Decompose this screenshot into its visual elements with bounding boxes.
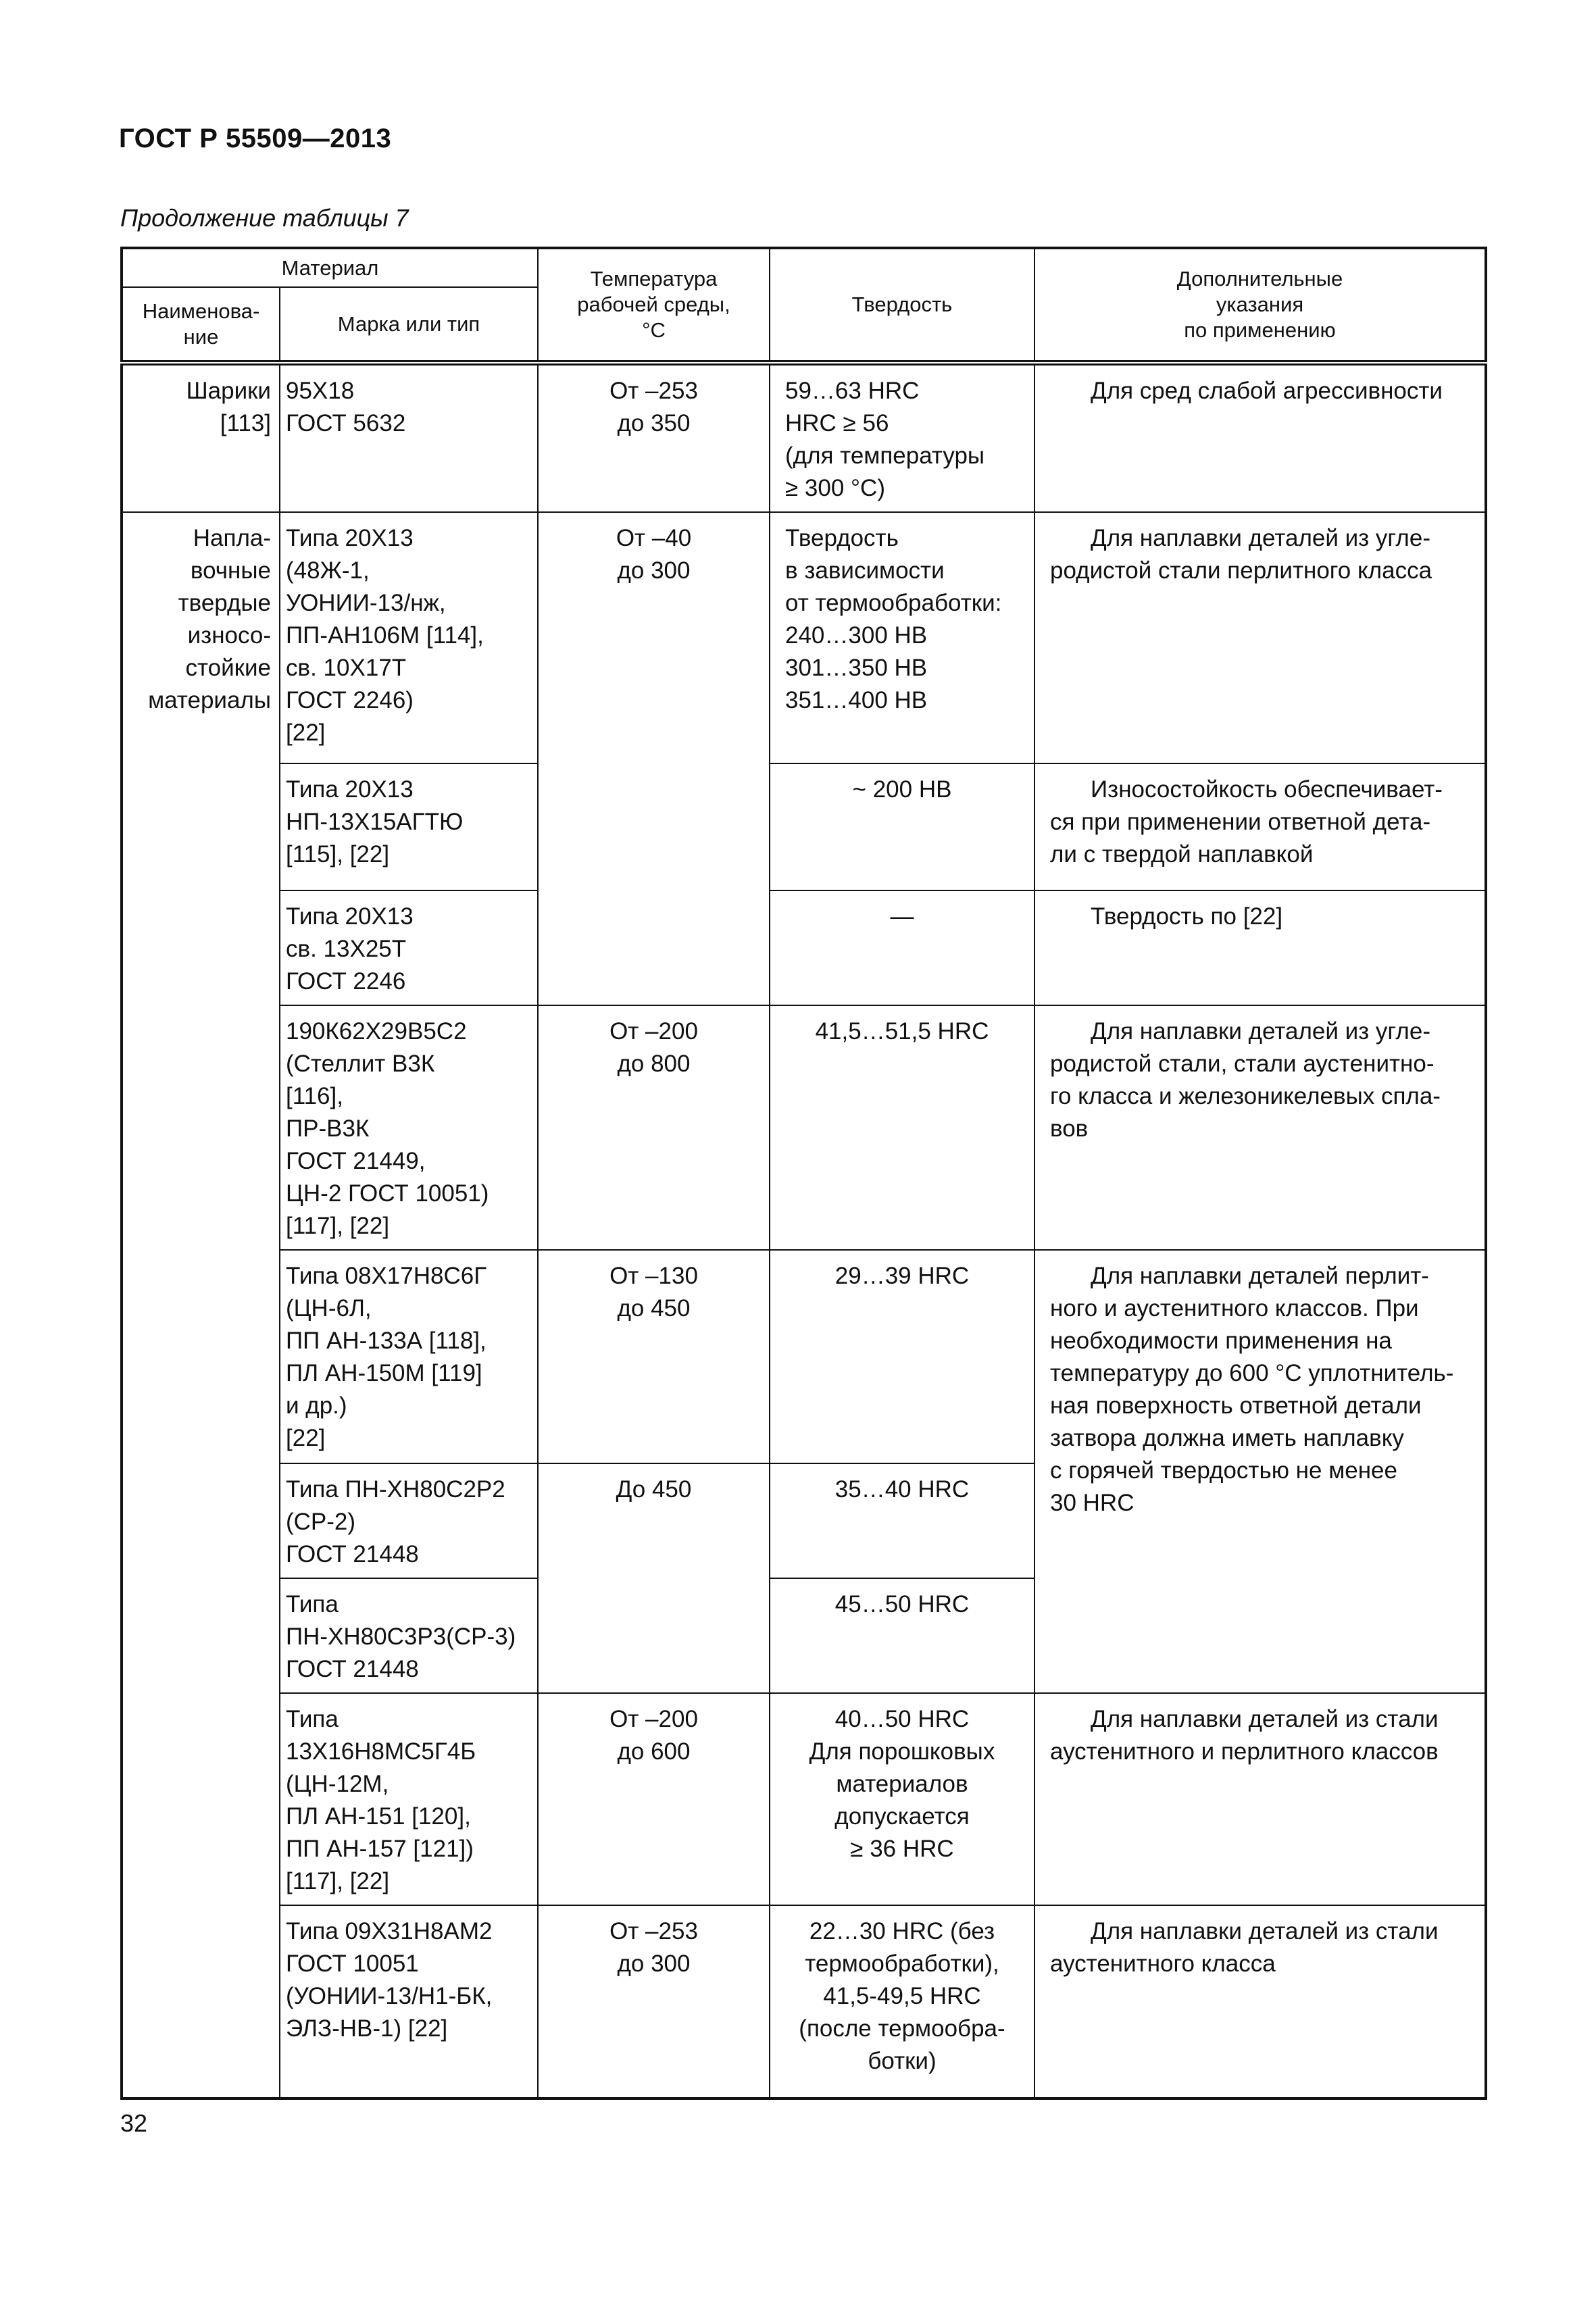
table-row [122,1250,1486,1463]
cell-note: Для наплавки деталей перлит- ного и аустенитного классов. При необходимости применения на температуру до 600 °С уплотнитель- ная поверхность ответной детали затвора должна иметь наплавку с горячей твердостью не менее 30 HRC [1034,1250,1486,1693]
table-row [122,512,1486,763]
cell-grade: Типа 20Х13 НП-13Х15АГТЮ [115], [22] [280,763,538,890]
cell-hardness: 45…50 HRC [770,1578,1034,1693]
cell-temperature: От –40 до 300 [538,512,770,1005]
cell-note: Для сред слабой агрессивности [1034,363,1486,512]
cell-grade: Типа 13Х16Н8МС5Г4Б (ЦН-12М, ПЛ АН-151 [120], ПП АН-157 [121]) [117], [22] [280,1693,538,1905]
cell-hardness: 35…40 HRC [770,1463,1034,1578]
table-caption: Продолжение таблицы 7 [120,204,409,232]
cell-grade: Типа 09Х31Н8АМ2 ГОСТ 10051 (УОНИИ-13/Н1-БК, ЭЛЗ-НВ-1) [22] [280,1905,538,2098]
cell-hardness: — [770,890,1034,1005]
cell-grade: Типа 20Х13 св. 13Х25Т ГОСТ 2246 [280,890,538,1005]
cell-name: Шарики [113] [122,363,280,512]
table-row [122,1905,1486,2098]
page-number: 32 [120,2109,148,2137]
cell-grade: 190К62Х29В5С2 (Стеллит В3К [116], ПР-В3К ГОСТ 21449, ЦН-2 ГОСТ 10051) [117], [22] [280,1005,538,1250]
cell-name: Напла- вочные твердые износо- стойкие материалы [122,512,280,2098]
cell-hardness: Твердость в зависимости от термообработки: 240…300 НВ 301…350 НВ 351…400 НВ [770,512,1034,763]
header-temperature: Температура рабочей среды, °С [538,248,770,363]
cell-hardness: 29…39 HRC [770,1250,1034,1463]
cell-hardness: ~ 200 НВ [770,763,1034,890]
cell-grade: Типа 20Х13 (48Ж-1, УОНИИ-13/нж, ПП-АН106М [114], св. 10Х17Т ГОСТ 2246) [22] [280,512,538,763]
table-row [122,763,1486,890]
cell-note: Для наплавки деталей из стали аустенитного класса [1034,1905,1486,2098]
cell-hardness: 22…30 HRC (без термообработки), 41,5-49,5 HRC (после термообра- ботки) [770,1905,1034,2098]
cell-note: Износостойкость обеспечивает- ся при применении ответной дета- ли с твердой наплавкой [1034,763,1486,890]
header-hardness: Твердость [770,248,1034,363]
cell-temperature: От –253 до 350 [538,363,770,512]
header-name: Наименова- ние [122,287,280,363]
table-row [122,363,1486,512]
cell-hardness: 59…63 HRC HRC ≥ 56 (для температуры ≥ 300 °С) [770,363,1034,512]
cell-hardness: 41,5…51,5 HRC [770,1005,1034,1250]
table-row [122,890,1486,1005]
materials-table [120,247,1487,2100]
cell-note: Для наплавки деталей из стали аустенитного и перлитного классов [1034,1693,1486,1905]
header-material: Материал [122,248,538,287]
document-standard-number: ГОСТ Р 55509—2013 [119,124,392,153]
cell-temperature: От –253 до 300 [538,1905,770,2098]
cell-hardness: 40…50 HRC Для порошковых материалов допускается ≥ 36 HRC [770,1693,1034,1905]
cell-note: Твердость по [22] [1034,890,1486,1005]
table-row [122,1693,1486,1905]
cell-grade: Типа ПН-ХН80С2Р2 (СР-2) ГОСТ 21448 [280,1463,538,1578]
header-grade: Марка или тип [280,287,538,363]
cell-note: Для наплавки деталей из угле- родистой стали перлитного класса [1034,512,1486,763]
cell-grade: 95Х18 ГОСТ 5632 [280,363,538,512]
cell-temperature: От –200 до 600 [538,1693,770,1905]
cell-temperature: От –130 до 450 [538,1250,770,1463]
header-notes: Дополнительные указания по применению [1034,248,1486,363]
cell-grade: Типа ПН-ХН80С3Р3(СР-3) ГОСТ 21448 [280,1578,538,1693]
cell-temperature: От –200 до 800 [538,1005,770,1250]
cell-temperature: До 450 [538,1463,770,1693]
cell-note: Для наплавки деталей из угле- родистой стали, стали аустенитно- го класса и железоникелевых спла- вов [1034,1005,1486,1250]
table-row [122,1005,1486,1250]
cell-grade: Типа 08Х17Н8С6Г (ЦН-6Л, ПП АН-133А [118], ПЛ АН-150М [119] и др.) [22] [280,1250,538,1463]
